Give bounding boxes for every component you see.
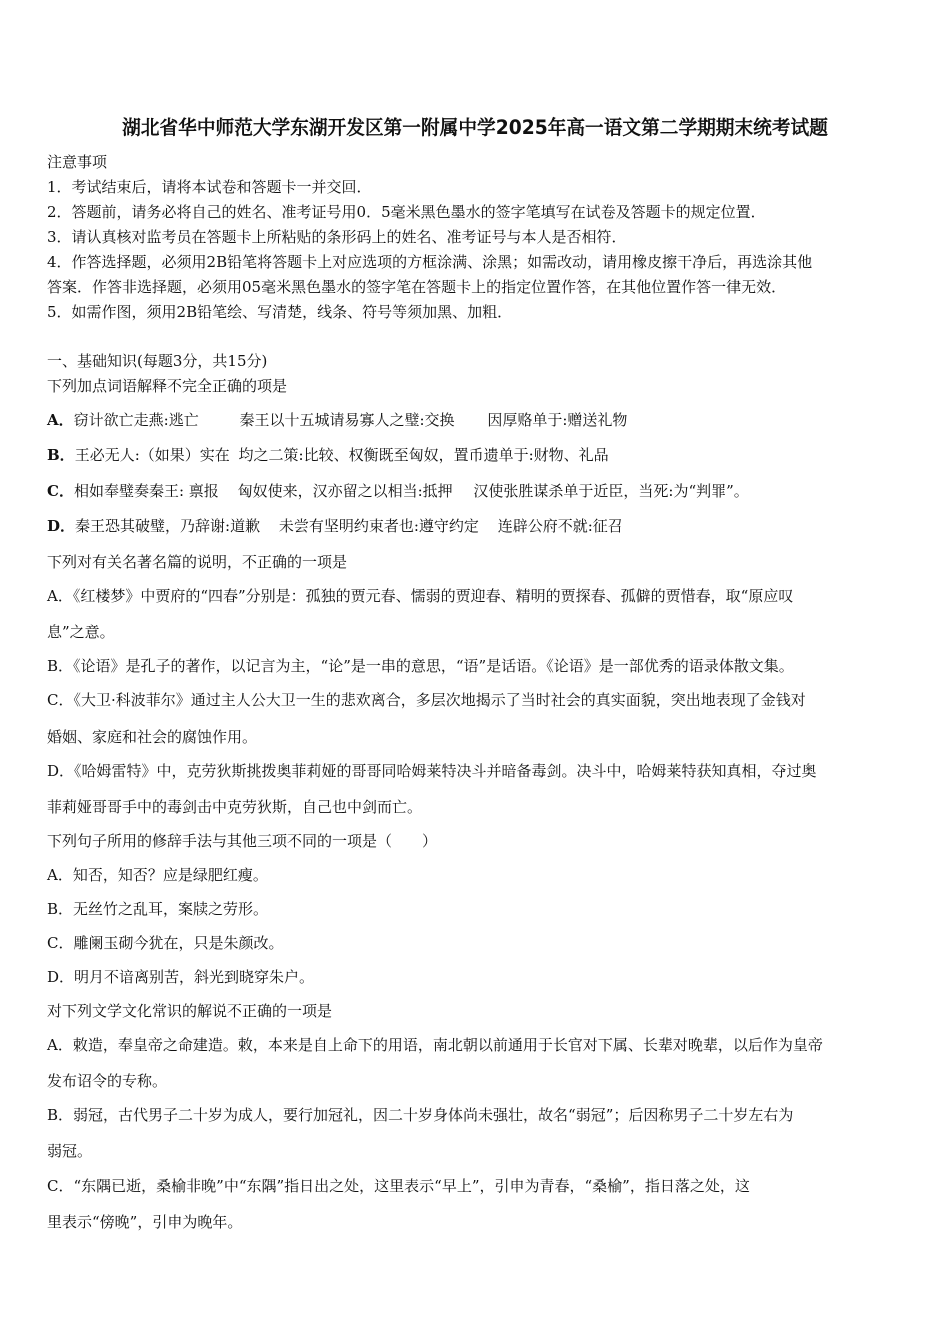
notice-item-2: 2．答题前，请务必将自己的姓名、准考证号用0．5毫米黑色墨水的签字笔填写在试卷及答题卡的规定位置． bbox=[47, 203, 766, 221]
q2-option-c-cont: 婚姻、家庭和社会的腐蚀作用。 bbox=[47, 728, 258, 746]
q1-b-part2: 均之二策:比较、权衡既至匈奴，置币遗单于:财物、礼品 bbox=[238, 446, 609, 464]
q1-c-label: C． bbox=[47, 482, 74, 500]
q1-option-c bbox=[47, 481, 749, 501]
q3-option-a: A．知否，知否？应是绿肥红瘦。 bbox=[47, 866, 268, 884]
notice-item-3: 3．请认真核对监考员在答题卡上所粘贴的条形码上的姓名、准考证号与本人是否相符． bbox=[47, 228, 627, 246]
q4-option-b-cont: 弱冠。 bbox=[47, 1142, 93, 1160]
q3-option-d: D．明月不谙离别苦，斜光到晓穿朱户。 bbox=[47, 968, 315, 986]
q2-option-b: B．《论语》是孔子的著作，以记言为主，“论”是一串的意思，“语”是话语。《论语》是一部优秀的语录体散文集。 bbox=[47, 657, 794, 675]
q4-option-c-cont: 里表示“傍晚”，引申为晚年。 bbox=[47, 1213, 243, 1231]
q4-stem: 对下列文学文化常识的解说不正确的一项是 bbox=[47, 1002, 333, 1020]
q1-a-label: A． bbox=[47, 411, 74, 429]
q3-option-c: C．雕阑玉砌今犹在，只是朱颜改。 bbox=[47, 934, 284, 952]
q1-d-part1: 秦王恐其破璧，乃辞谢:道歉 bbox=[75, 517, 261, 535]
q1-c-part1: 相如奉璧奏秦王: 禀报 bbox=[73, 482, 219, 500]
q1-option-a bbox=[47, 410, 627, 430]
q1-c-part3: 汉使张胜谋杀单于近臣，当死:为“判罪”。 bbox=[473, 482, 749, 500]
q1-d-part2: 未尝有坚明约束者也:遵守约定 bbox=[278, 517, 479, 535]
q3-stem: 下列句子所用的修辞手法与其他三项不同的一项是（ ） bbox=[47, 832, 438, 850]
q4-option-a-cont: 发布诏令的专称。 bbox=[47, 1072, 168, 1090]
q1-a-part3: 因厚赂单于:赠送礼物 bbox=[487, 411, 628, 429]
q2-option-c: C．《大卫·科波菲尔》通过主人公大卫一生的悲欢离合，多层次地揭示了当时社会的真实面貌，突出地表现了金钱对 bbox=[47, 691, 806, 709]
q4-option-b: B．弱冠，古代男子二十岁为成人，要行加冠礼，因二十岁身体尚未强壮，故名“弱冠”；后因称男子二十岁左右为 bbox=[47, 1106, 794, 1124]
notice-item-4-cont: 答案．作答非选择题，必须用05毫米黑色墨水的签字笔在答题卡上的指定位置作答，在其他位置作答一律无效． bbox=[47, 278, 787, 296]
q1-a-part1: 窃计欲亡走燕:逃亡 bbox=[73, 411, 199, 429]
section1-heading: 一、基础知识(每题3分，共15分) bbox=[47, 352, 268, 370]
q1-b-part1: 王必无人:（如果）实在 bbox=[74, 446, 230, 464]
q3-option-b: B．无丝竹之乱耳，案牍之劳形。 bbox=[47, 900, 269, 918]
q2-option-d: D．《哈姆雷特》中，克劳狄斯挑拨奥菲莉娅的哥哥同哈姆莱特决斗并暗备毒剑。决斗中，哈姆莱特获知真相，夺过奥 bbox=[47, 762, 817, 780]
document-title: 湖北省华中师范大学东湖开发区第一附属中学2025年高一语文第二学期期末统考试题 bbox=[122, 116, 828, 139]
q1-d-label: D． bbox=[47, 517, 76, 535]
q2-option-a-cont: 息”之意。 bbox=[47, 623, 115, 641]
q2-stem: 下列对有关名著名篇的说明，不正确的一项是 bbox=[47, 553, 348, 571]
notice-item-5: 5．如需作图，须用2B铅笔绘、写清楚，线条、符号等须加黑、加粗． bbox=[47, 303, 513, 321]
notice-heading: 注意事项 bbox=[47, 153, 108, 171]
q1-option-b bbox=[47, 445, 609, 465]
notice-item-4: 4．作答选择题，必须用2B铅笔将答题卡上对应选项的方框涂满、涂黑；如需改动，请用橡皮擦干净后，再选涂其他 bbox=[47, 253, 813, 271]
q1-c-part2: 匈奴使来，汉亦留之以相当:抵押 bbox=[237, 482, 453, 500]
q2-option-a: A．《红楼梦》中贾府的“四春”分别是：孤独的贾元春、懦弱的贾迎春、精明的贾探春、孤僻的贾惜春，取“原应叹 bbox=[47, 587, 794, 605]
notice-item-1: 1．考试结束后，请将本试卷和答题卡一并交回． bbox=[47, 178, 372, 196]
q1-b-label: B． bbox=[47, 446, 75, 464]
q1-d-part3: 连辟公府不就:征召 bbox=[497, 517, 623, 535]
q1-option-d bbox=[47, 516, 623, 536]
q4-option-c: C．“东隅已逝，桑榆非晚”中“东隅”指日出之处，这里表示“早上”，引申为青春，“桑榆”，指日落之处，这 bbox=[47, 1177, 750, 1195]
q2-option-d-cont: 菲莉娅哥哥手中的毒剑击中克劳狄斯，自己也中剑而亡。 bbox=[47, 798, 423, 816]
q1-a-part2: 秦王以十五城请易寡人之璧:交换 bbox=[239, 411, 455, 429]
q4-option-a: A．敕造，奉皇帝之命建造。敕，本来是自上命下的用语，南北朝以前通用于长官对下属、长辈对晚辈，以后作为皇帝 bbox=[47, 1036, 823, 1054]
q1-stem: 下列加点词语解释不完全正确的项是 bbox=[47, 377, 288, 395]
